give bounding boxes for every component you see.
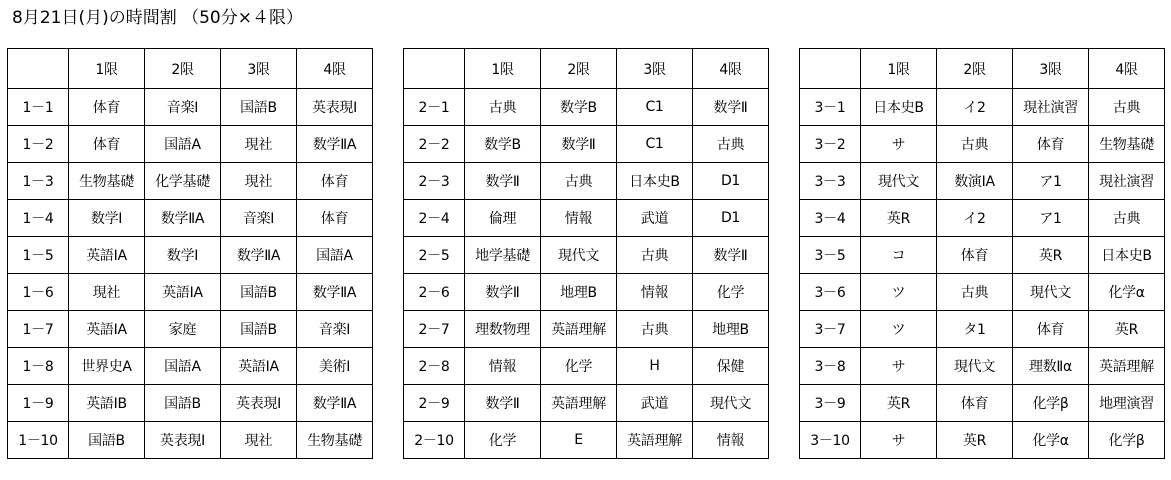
subject-cell-period-3: 古典: [617, 311, 693, 348]
table-row: [404, 163, 769, 200]
subject-cell-period-2: 国語B: [145, 385, 221, 422]
class-label: 2－3: [404, 163, 465, 200]
subject-cell-period-3: 武道: [617, 200, 693, 237]
subject-cell-period-3: 現社演習: [1013, 89, 1089, 126]
period-header-3: 3限: [221, 49, 297, 89]
subject-cell-period-2: 国語A: [145, 348, 221, 385]
subject-cell-period-3: ア1: [1013, 200, 1089, 237]
subject-cell-period-2: 音楽Ⅰ: [145, 89, 221, 126]
table-row: [8, 348, 373, 385]
class-label: 2－9: [404, 385, 465, 422]
table-row: [404, 422, 769, 459]
subject-cell-period-1: ツ: [861, 274, 937, 311]
subject-cell-period-4: 現代文: [693, 385, 769, 422]
subject-cell-period-4: 美術Ⅰ: [297, 348, 373, 385]
class-label: 2－6: [404, 274, 465, 311]
class-label: 3－5: [800, 237, 861, 274]
table-row: [8, 422, 373, 459]
subject-cell-period-1: 国語B: [69, 422, 145, 459]
subject-cell-period-2: 英表現Ⅰ: [145, 422, 221, 459]
class-label: 1－4: [8, 200, 69, 237]
subject-cell-period-1: 世界史A: [69, 348, 145, 385]
period-header-3: 3限: [617, 49, 693, 89]
class-label: 3－1: [800, 89, 861, 126]
table-row: [800, 163, 1165, 200]
class-label: 1－7: [8, 311, 69, 348]
subject-cell-period-3: 武道: [617, 385, 693, 422]
class-label: 3－8: [800, 348, 861, 385]
table-row: [404, 89, 769, 126]
subject-cell-period-1: 体育: [69, 89, 145, 126]
subject-cell-period-1: 英語ⅠA: [69, 311, 145, 348]
header-row: [404, 49, 769, 89]
table-row: [800, 385, 1165, 422]
subject-cell-period-3: 古典: [617, 237, 693, 274]
subject-cell-period-1: 現社: [69, 274, 145, 311]
subject-cell-period-2: E: [541, 422, 617, 459]
subject-cell-period-3: 理数Ⅱα: [1013, 348, 1089, 385]
table-row: [404, 126, 769, 163]
subject-cell-period-4: 音楽Ⅰ: [297, 311, 373, 348]
timetable-grade-2: [403, 48, 769, 459]
subject-cell-period-3: 体育: [1013, 311, 1089, 348]
period-header-2: 2限: [541, 49, 617, 89]
subject-cell-period-2: 国語A: [145, 126, 221, 163]
subject-cell-period-3: 化学α: [1013, 422, 1089, 459]
class-label: 3－4: [800, 200, 861, 237]
subject-cell-period-2: 体育: [937, 237, 1013, 274]
class-label: 2－10: [404, 422, 465, 459]
subject-cell-period-3: 国語B: [221, 89, 297, 126]
subject-cell-period-3: 国語B: [221, 274, 297, 311]
subject-cell-period-4: 英語理解: [1089, 348, 1165, 385]
subject-cell-period-4: 数学ⅡA: [297, 385, 373, 422]
table-row: [404, 385, 769, 422]
table-row: [8, 274, 373, 311]
class-label: 2－4: [404, 200, 465, 237]
subject-cell-period-3: H: [617, 348, 693, 385]
table-row: [800, 126, 1165, 163]
header-corner: [8, 49, 69, 89]
table-row: [8, 311, 373, 348]
subject-cell-period-1: 体育: [69, 126, 145, 163]
period-header-1: 1限: [861, 49, 937, 89]
subject-cell-period-4: 情報: [693, 422, 769, 459]
class-label: 2－5: [404, 237, 465, 274]
table-row: [800, 422, 1165, 459]
subject-cell-period-1: コ: [861, 237, 937, 274]
class-label: 3－7: [800, 311, 861, 348]
subject-cell-period-2: 現代文: [937, 348, 1013, 385]
table-row: [404, 348, 769, 385]
subject-cell-period-1: サ: [861, 126, 937, 163]
period-header-2: 2限: [937, 49, 1013, 89]
subject-cell-period-3: 現代文: [1013, 274, 1089, 311]
subject-cell-period-2: 英語理解: [541, 385, 617, 422]
subject-cell-period-4: 化学α: [1089, 274, 1165, 311]
table-row: [8, 200, 373, 237]
class-label: 1－2: [8, 126, 69, 163]
subject-cell-period-1: 英語ⅠB: [69, 385, 145, 422]
table-row: [404, 274, 769, 311]
class-label: 1－10: [8, 422, 69, 459]
subject-cell-period-3: 数学ⅡA: [221, 237, 297, 274]
table-row: [800, 274, 1165, 311]
subject-cell-period-2: イ2: [937, 89, 1013, 126]
subject-cell-period-2: 古典: [937, 126, 1013, 163]
subject-cell-period-4: 地理B: [693, 311, 769, 348]
subject-cell-period-1: 数学Ⅱ: [465, 274, 541, 311]
table-row: [404, 200, 769, 237]
table-row: [800, 200, 1165, 237]
subject-cell-period-1: 化学: [465, 422, 541, 459]
subject-cell-period-2: イ2: [937, 200, 1013, 237]
subject-cell-period-3: 日本史B: [617, 163, 693, 200]
subject-cell-period-4: 化学β: [1089, 422, 1165, 459]
subject-cell-period-1: 理数物理: [465, 311, 541, 348]
subject-cell-period-2: タ1: [937, 311, 1013, 348]
period-header-1: 1限: [465, 49, 541, 89]
subject-cell-period-1: 日本史B: [861, 89, 937, 126]
subject-cell-period-3: 情報: [617, 274, 693, 311]
subject-cell-period-1: 英R: [861, 200, 937, 237]
subject-cell-period-2: 数演ⅠA: [937, 163, 1013, 200]
subject-cell-period-1: 現代文: [861, 163, 937, 200]
table-row: [404, 237, 769, 274]
subject-cell-period-1: 情報: [465, 348, 541, 385]
subject-cell-period-3: 現社: [221, 163, 297, 200]
subject-cell-period-2: 英語理解: [541, 311, 617, 348]
subject-cell-period-2: 現代文: [541, 237, 617, 274]
period-header-1: 1限: [69, 49, 145, 89]
subject-cell-period-2: 古典: [541, 163, 617, 200]
subject-cell-period-3: C1: [617, 89, 693, 126]
class-label: 1－9: [8, 385, 69, 422]
page-title: 8月21日(月)の時間割 （50分×４限）: [12, 8, 303, 28]
class-label: 3－9: [800, 385, 861, 422]
subject-cell-period-4: 数学Ⅱ: [693, 237, 769, 274]
subject-cell-period-1: 数学B: [465, 126, 541, 163]
subject-cell-period-1: 地学基礎: [465, 237, 541, 274]
class-label: 2－2: [404, 126, 465, 163]
subject-cell-period-4: 数学ⅡA: [297, 274, 373, 311]
class-label: 1－3: [8, 163, 69, 200]
subject-cell-period-3: 化学β: [1013, 385, 1089, 422]
period-header-2: 2限: [145, 49, 221, 89]
subject-cell-period-2: 数学ⅡA: [145, 200, 221, 237]
subject-cell-period-4: 生物基礎: [1089, 126, 1165, 163]
class-label: 1－1: [8, 89, 69, 126]
table-row: [8, 126, 373, 163]
subject-cell-period-4: 数学ⅡA: [297, 126, 373, 163]
subject-cell-period-3: 現社: [221, 422, 297, 459]
subject-cell-period-4: 数学Ⅱ: [693, 89, 769, 126]
table-row: [8, 385, 373, 422]
subject-cell-period-1: サ: [861, 348, 937, 385]
timetable-grade-3: [799, 48, 1165, 459]
subject-cell-period-1: 英R: [861, 385, 937, 422]
period-header-4: 4限: [1089, 49, 1165, 89]
subject-cell-period-2: 化学基礎: [145, 163, 221, 200]
subject-cell-period-4: D1: [693, 163, 769, 200]
subject-cell-period-1: ツ: [861, 311, 937, 348]
subject-cell-period-4: 保健: [693, 348, 769, 385]
table-row: [404, 311, 769, 348]
subject-cell-period-2: 体育: [937, 385, 1013, 422]
header-corner: [800, 49, 861, 89]
table-row: [800, 311, 1165, 348]
subject-cell-period-3: C1: [617, 126, 693, 163]
subject-cell-period-4: 地理演習: [1089, 385, 1165, 422]
class-label: 3－10: [800, 422, 861, 459]
table-row: [800, 237, 1165, 274]
subject-cell-period-2: 古典: [937, 274, 1013, 311]
subject-cell-period-4: 体育: [297, 163, 373, 200]
subject-cell-period-1: 数学Ⅰ: [69, 200, 145, 237]
subject-cell-period-4: 古典: [1089, 89, 1165, 126]
subject-cell-period-4: 英表現Ⅰ: [297, 89, 373, 126]
table-row: [800, 348, 1165, 385]
class-label: 3－2: [800, 126, 861, 163]
subject-cell-period-3: 英R: [1013, 237, 1089, 274]
class-label: 1－8: [8, 348, 69, 385]
subject-cell-period-4: 英R: [1089, 311, 1165, 348]
table-row: [8, 237, 373, 274]
subject-cell-period-3: 音楽Ⅰ: [221, 200, 297, 237]
header-row: [800, 49, 1165, 89]
timetable-grade-1: [7, 48, 373, 459]
subject-cell-period-2: 化学: [541, 348, 617, 385]
subject-cell-period-1: 倫理: [465, 200, 541, 237]
period-header-3: 3限: [1013, 49, 1089, 89]
class-label: 3－6: [800, 274, 861, 311]
subject-cell-period-1: サ: [861, 422, 937, 459]
header-row: [8, 49, 373, 89]
subject-cell-period-3: ア1: [1013, 163, 1089, 200]
subject-cell-period-2: 英R: [937, 422, 1013, 459]
subject-cell-period-3: 国語B: [221, 311, 297, 348]
header-corner: [404, 49, 465, 89]
subject-cell-period-2: 家庭: [145, 311, 221, 348]
subject-cell-period-4: 化学: [693, 274, 769, 311]
subject-cell-period-4: 現社演習: [1089, 163, 1165, 200]
subject-cell-period-4: 国語A: [297, 237, 373, 274]
table-row: [800, 89, 1165, 126]
subject-cell-period-2: 数学B: [541, 89, 617, 126]
class-label: 2－8: [404, 348, 465, 385]
subject-cell-period-2: 数学Ⅰ: [145, 237, 221, 274]
class-label: 1－5: [8, 237, 69, 274]
subject-cell-period-4: 古典: [1089, 200, 1165, 237]
subject-cell-period-4: D1: [693, 200, 769, 237]
class-label: 1－6: [8, 274, 69, 311]
subject-cell-period-4: 古典: [693, 126, 769, 163]
subject-cell-period-3: 英語ⅠA: [221, 348, 297, 385]
class-label: 2－1: [404, 89, 465, 126]
class-label: 2－7: [404, 311, 465, 348]
subject-cell-period-2: 英語ⅠA: [145, 274, 221, 311]
subject-cell-period-1: 数学Ⅱ: [465, 163, 541, 200]
subject-cell-period-2: 数学Ⅱ: [541, 126, 617, 163]
subject-cell-period-1: 数学Ⅱ: [465, 385, 541, 422]
table-row: [8, 163, 373, 200]
class-label: 3－3: [800, 163, 861, 200]
subject-cell-period-3: 体育: [1013, 126, 1089, 163]
subject-cell-period-3: 英表現Ⅰ: [221, 385, 297, 422]
subject-cell-period-1: 生物基礎: [69, 163, 145, 200]
subject-cell-period-2: 情報: [541, 200, 617, 237]
subject-cell-period-4: 体育: [297, 200, 373, 237]
subject-cell-period-4: 日本史B: [1089, 237, 1165, 274]
subject-cell-period-2: 地理B: [541, 274, 617, 311]
period-header-4: 4限: [693, 49, 769, 89]
subject-cell-period-4: 生物基礎: [297, 422, 373, 459]
period-header-4: 4限: [297, 49, 373, 89]
subject-cell-period-1: 古典: [465, 89, 541, 126]
subject-cell-period-1: 英語ⅠA: [69, 237, 145, 274]
subject-cell-period-3: 英語理解: [617, 422, 693, 459]
table-row: [8, 89, 373, 126]
subject-cell-period-3: 現社: [221, 126, 297, 163]
